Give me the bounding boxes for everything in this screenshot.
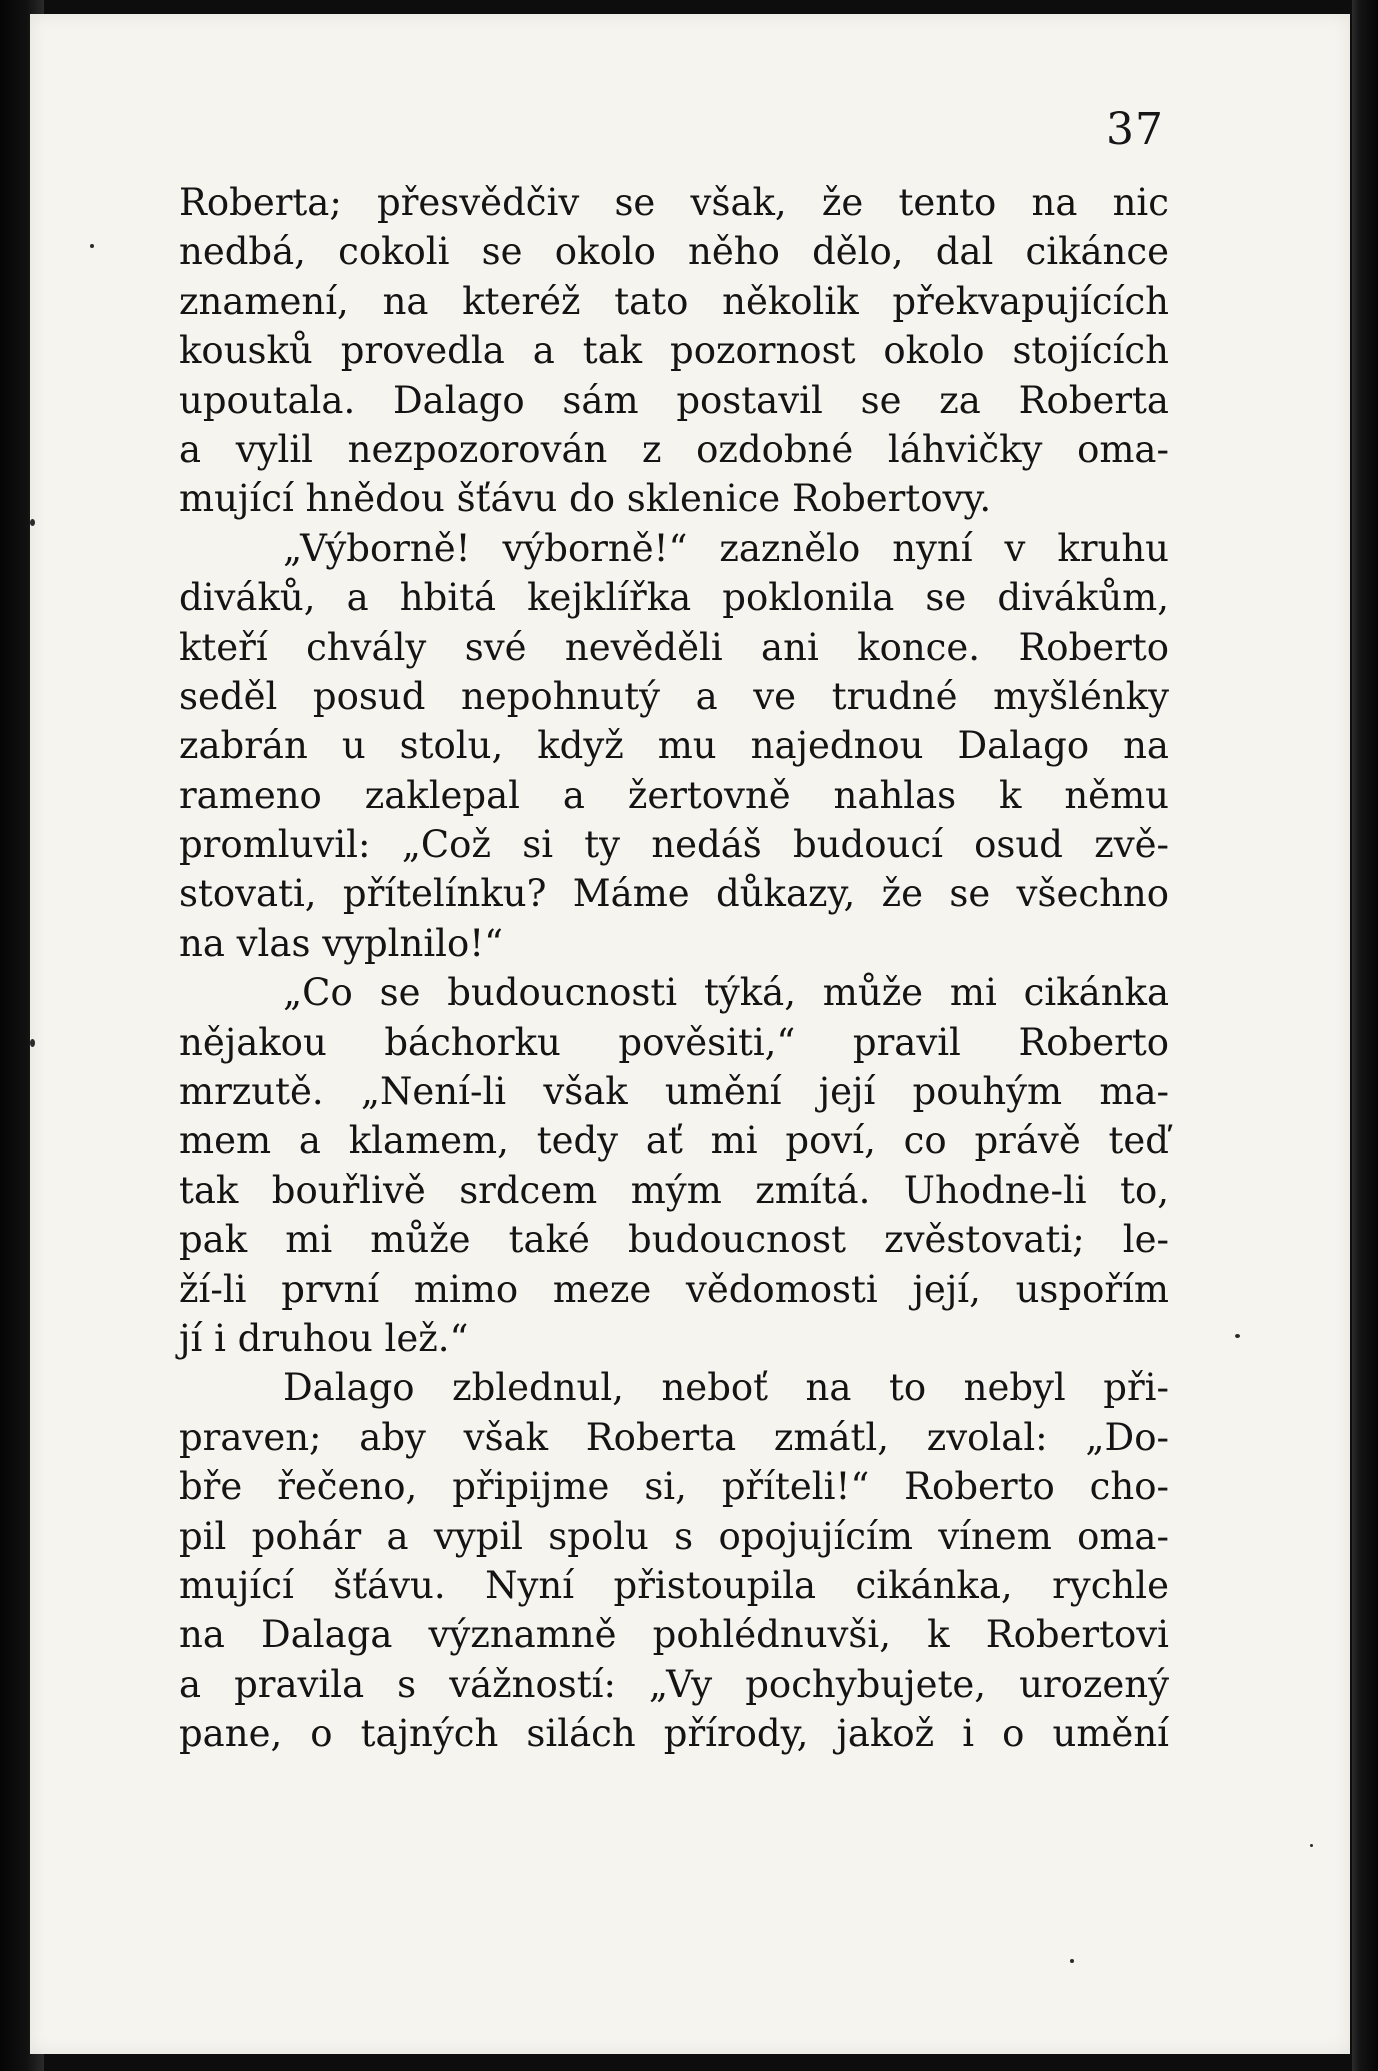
ink-speck	[30, 519, 35, 526]
text-line: „Co se budoucnosti týká, může mi cikánka	[283, 971, 1169, 1015]
text-line: tak bouřlivě srdcem mým zmítá. Uhodne-li to,	[179, 1168, 1169, 1212]
text-line: praven; aby však Roberta zmátl, zvolal: „Do-	[179, 1415, 1169, 1459]
ink-speck	[1310, 1844, 1313, 1847]
text-line: na Dalaga významně pohlédnuvši, k Robertovi	[179, 1613, 1169, 1657]
ink-speck	[30, 1039, 35, 1047]
text-line: zabrán u stolu, když mu najednou Dalago na	[179, 724, 1169, 768]
text-line: rameno zaklepal a žertovně nahlas k němu	[179, 773, 1169, 817]
text-line: mující šťávu. Nyní přistoupila cikánka, rychle	[179, 1563, 1169, 1607]
text-line: a pravila s vážností: „Vy pochybujete, urozený	[179, 1662, 1169, 1706]
page-number: 37	[1106, 104, 1164, 155]
text-line: znamení, na kteréž tato několik překvapujících	[179, 279, 1170, 323]
text-line: pak mi může také budoucnost zvěstovati; le-	[179, 1218, 1169, 1262]
text-line: pil pohár a vypil spolu s opojujícím vínem oma-	[179, 1514, 1169, 1558]
right-scan-edge	[1352, 0, 1378, 2071]
text-line: mující hnědou šťávu do sklenice Robertovy.	[179, 477, 992, 521]
text-line: nedbá, cokoli se okolo něho dělo, dal cikánce	[179, 230, 1169, 274]
ink-speck	[1235, 1334, 1240, 1338]
text-line: nějakou báchorku pověsiti,“ pravil Roberto	[179, 1020, 1169, 1064]
text-line: bře řečeno, připijme si, příteli!“ Roberto cho-	[179, 1465, 1169, 1509]
text-line: kousků provedla a tak pozornost okolo stojících	[179, 329, 1169, 373]
text-line: „Výborně! výborně!“ zaznělo nyní v kruhu	[283, 526, 1169, 570]
body-text	[179, 178, 1169, 1759]
text-line: stovati, přítelínku? Máme důkazy, že se všechno	[179, 872, 1169, 916]
text-line: a vylil nezpozorován z ozdobné láhvičky oma-	[179, 427, 1169, 471]
text-line: Dalago zblednul, neboť na to nebyl při-	[283, 1366, 1169, 1410]
text-line: pane, o tajných silách přírody, jakož i o umění	[179, 1712, 1169, 1756]
text-line: kteří chvály své nevěděli ani konce. Roberto	[179, 625, 1169, 669]
text-line: ží-li první mimo meze vědomosti její, uspořím	[179, 1267, 1169, 1311]
text-line: mem a klamem, tedy ať mi poví, co právě teď	[179, 1119, 1169, 1163]
text-line: seděl posud nepohnutý a ve trudné myšlénky	[179, 674, 1169, 718]
ink-speck	[1070, 1959, 1074, 1963]
text-line: na vlas vyplnilo!“	[179, 921, 504, 965]
ink-speck	[90, 244, 94, 248]
text-line: mrzutě. „Není-li však umění její pouhým ma-	[179, 1070, 1169, 1114]
text-line: promluvil: „Což si ty nedáš budoucí osud zvě-	[179, 823, 1169, 867]
text-line: upoutala. Dalago sám postavil se za Roberta	[179, 378, 1169, 422]
text-line: diváků, a hbitá kejklířka poklonila se divákům,	[179, 576, 1169, 620]
text-line: Roberta; přesvědčiv se však, že tento na nic	[179, 181, 1169, 224]
text-line: jí i druhou lež.“	[179, 1316, 469, 1360]
